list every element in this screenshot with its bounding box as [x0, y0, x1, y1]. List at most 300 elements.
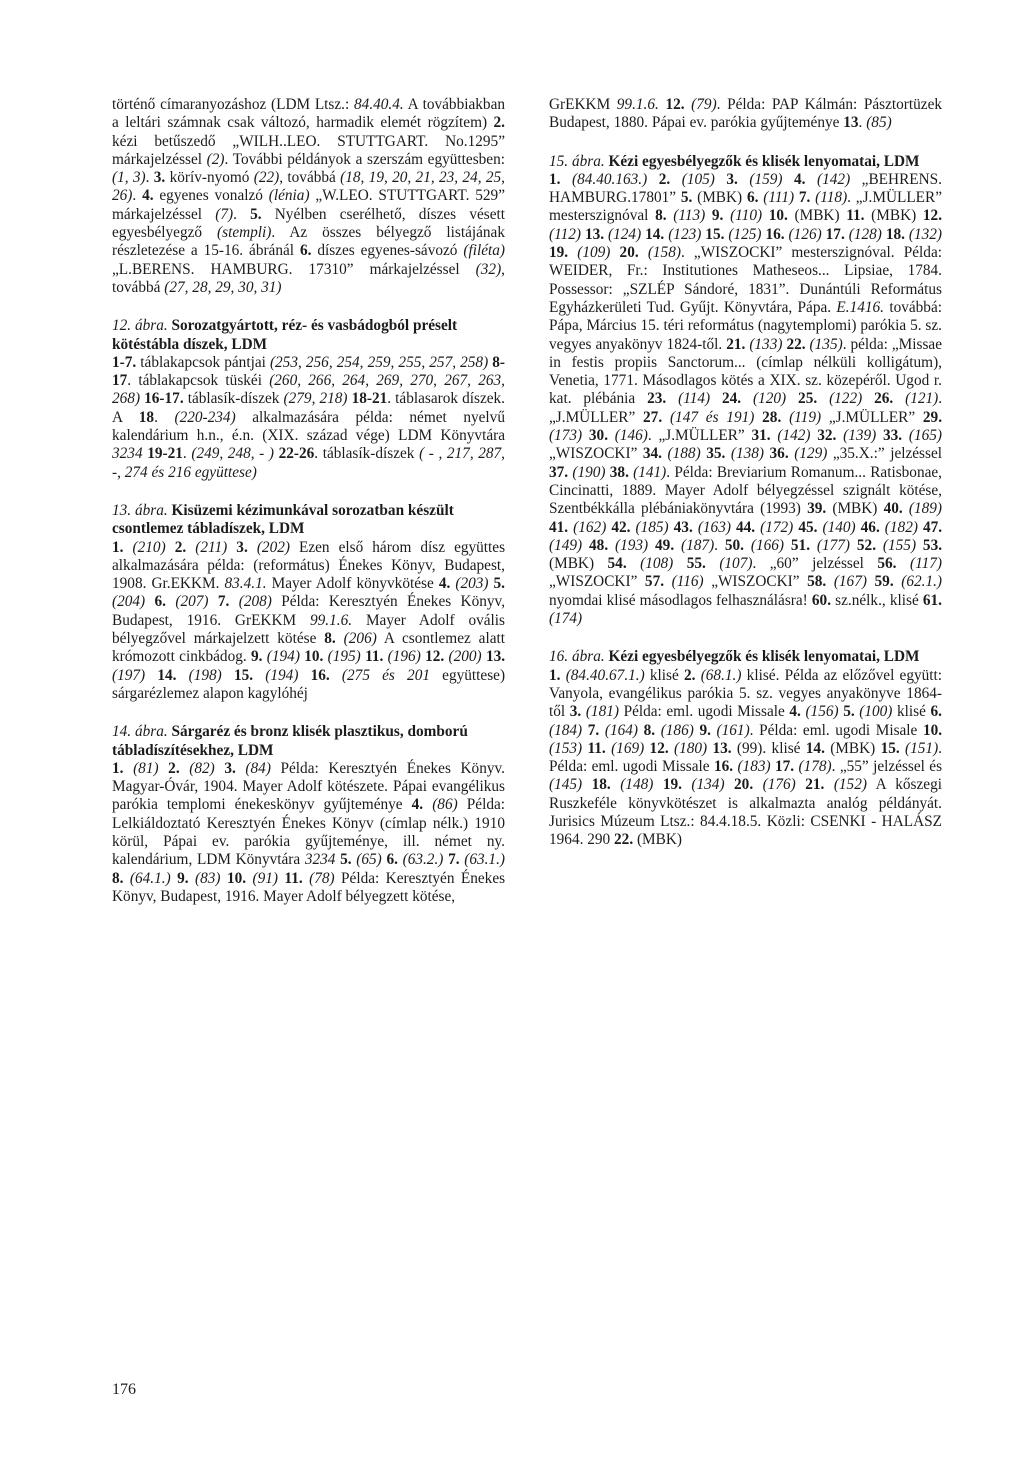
- bold-run: 10.: [304, 648, 324, 666]
- text-run: [783, 171, 795, 188]
- text-run: . „60” jelzéssel: [752, 555, 878, 573]
- text-run: [229, 593, 238, 610]
- bold-run: 11.: [284, 869, 303, 887]
- paragraph-body: [112, 354, 505, 482]
- text-run: [715, 171, 727, 188]
- text-run: [653, 776, 662, 793]
- italic-run: (210): [132, 538, 166, 556]
- text-run: nyomdai klisé másodlagos felhasználásra!: [549, 591, 812, 609]
- italic-run: (190): [572, 463, 606, 481]
- text-run: [673, 555, 686, 572]
- bold-run: 5.: [493, 575, 506, 593]
- italic-run: (220-234): [174, 408, 236, 426]
- italic-run: (63.1.): [464, 851, 506, 869]
- bold-run: 13.: [584, 225, 605, 243]
- text-run: . További példányok a szerszám együttesben:: [224, 150, 505, 168]
- italic-run: (142): [817, 170, 851, 188]
- bold-run: 3.: [236, 538, 248, 556]
- paragraph-body: [549, 667, 942, 850]
- text-run: [145, 593, 154, 610]
- italic-run: (196): [387, 648, 421, 666]
- bold-run: 36.: [769, 445, 789, 463]
- bold-run: 4.: [411, 796, 424, 814]
- italic-run: (91): [252, 869, 278, 887]
- bold-run: 24.: [722, 390, 742, 408]
- bold-run: 40.: [883, 500, 903, 518]
- text-run: . „J.MÜLLER” mesterszignóval: [549, 189, 943, 225]
- bold-run: 14.: [157, 666, 177, 684]
- italic-run: (195): [327, 648, 361, 666]
- bold-run: 30.: [588, 427, 609, 445]
- bold-run: 7.: [217, 593, 230, 611]
- bold-run: 31.: [751, 427, 771, 445]
- italic-run: (149): [549, 536, 583, 554]
- italic-run: (128): [848, 225, 882, 243]
- bold-run: 44.: [735, 518, 756, 536]
- bold-run: 6.: [154, 593, 166, 611]
- text-run: [648, 537, 655, 554]
- italic-run: 99.1.6.: [616, 96, 659, 113]
- bold-run: 1.: [112, 538, 124, 556]
- italic-run: (151): [905, 739, 939, 757]
- bold-run: 16.: [310, 666, 330, 684]
- text-run: [253, 667, 265, 684]
- text-run: . táblasík-díszek: [314, 445, 420, 463]
- italic-run: (107): [719, 555, 753, 573]
- bold-run: 49.: [655, 536, 675, 554]
- bold-run: 23.: [647, 390, 667, 408]
- italic-run: (172): [760, 518, 794, 536]
- text-run: „L.BERENS. HAMBURG. 17310” márkajelzéssel: [112, 260, 476, 278]
- bold-run: Sárgaréz és bronz klisék plasztikus, domború tábladíszítésekhez, LDM: [112, 723, 468, 759]
- italic-run: (165): [908, 427, 943, 445]
- text-run: [806, 171, 818, 188]
- italic-run: E.1416.: [836, 298, 885, 316]
- bold-run: 11.: [365, 648, 384, 666]
- text-run: [610, 244, 619, 261]
- italic-run: (65): [356, 851, 382, 869]
- text-run: [753, 776, 762, 793]
- italic-run: (180): [674, 739, 708, 757]
- bold-run: 10.: [768, 207, 788, 225]
- text-run: . Példa: eml. ugodi Missale: [549, 739, 942, 776]
- text-run: .: [145, 169, 154, 187]
- page-number: 176: [112, 1381, 136, 1398]
- text-run: .: [858, 114, 867, 132]
- text-run: [627, 555, 640, 572]
- bold-run: 8.: [324, 630, 336, 648]
- italic-run: (113): [673, 207, 706, 225]
- bold-run: Kézi egyesbélyegzők és klisék lenyomatai, LDM: [604, 648, 920, 666]
- text-run: táblasík-díszek: [183, 390, 284, 408]
- bold-run: 18: [138, 408, 155, 426]
- bold-run: 54.: [607, 555, 627, 573]
- text-run: [123, 760, 133, 777]
- italic-run: (68.1.): [700, 666, 742, 684]
- text-run: [893, 390, 905, 407]
- bold-run: 16.: [765, 225, 785, 243]
- text-run: Példa: Keresztyén Énekes Könyv. Magyar-Óvár, 1904. Mayer Adolf kötészete. Pápai evangélikus parókia templomi énekeskönyv gyűjteménye: [112, 759, 505, 814]
- text-run: [176, 667, 188, 684]
- italic-run: (161): [716, 721, 750, 739]
- text-run: [705, 207, 712, 224]
- italic-run: (183): [737, 758, 771, 776]
- bold-run: 41.: [549, 518, 569, 536]
- bold-run: 22.: [786, 335, 806, 353]
- text-run: klisé: [644, 666, 684, 684]
- bold-run: 56.: [877, 555, 897, 573]
- text-run: [850, 537, 857, 554]
- italic-run: (206): [343, 630, 377, 648]
- bold-run: 22-26: [278, 445, 315, 463]
- text-run: továbbá: Pápa, Március 15. téri református (nagytemplomi) parókia 5. sz. vegyes anyakönyv 1824-től.: [549, 298, 942, 353]
- italic-run: (178): [798, 758, 832, 776]
- text-run: [608, 427, 615, 444]
- text-run: [916, 537, 923, 554]
- text-run: . példa: „Missae in festis propiis Sanctorum... (címlap nélküli kolligátum), Venetia, 1771. Másodlagos kötés a XIX. sz. közepéről. Ugod r. kat. plébánia: [549, 335, 942, 408]
- paragraph-body: [549, 96, 942, 133]
- bold-run: 35.: [706, 445, 726, 463]
- text-run: [664, 573, 672, 590]
- text-run: , továbbá: [279, 169, 341, 187]
- bold-run: 21.: [805, 776, 825, 794]
- bold-run: Kisüzemi kézimunkával sorozatban készült csontlemez tábladíszek, LDM: [112, 501, 454, 538]
- bold-run: 7.: [448, 851, 460, 869]
- italic-run: (7): [215, 205, 234, 223]
- text-run: .: [714, 536, 725, 554]
- text-run: A kőszegi Ruszkeféle könyvkötészet is alkalmazta analóg példányát. Jurisics Múzeum Ltsz.: 84.4.18.5. Közli: CSENKI - HALÁSZ 1964. 290: [549, 776, 942, 849]
- text-run: egyenes vonalzó: [153, 187, 269, 205]
- bold-run: 28.: [762, 408, 782, 426]
- bold-run: 9.: [251, 648, 263, 666]
- bold-run: 55.: [686, 555, 706, 573]
- bold-run: 2.: [174, 538, 187, 556]
- bold-run: 3.: [224, 759, 236, 777]
- bold-run: 29.: [922, 408, 943, 426]
- italic-run: (126): [788, 225, 822, 243]
- text-run: Ezen első három dísz együttes alkalmazására példa: (református) Énekes Könyv, Budapest, 1908. Gr.EKKM.: [112, 538, 506, 593]
- text-run: „WISZOCKI”: [703, 573, 808, 591]
- italic-run: (120): [753, 390, 787, 408]
- italic-run: (198): [188, 666, 222, 684]
- italic-run: (117): [909, 555, 942, 573]
- text-run: (MBK): [549, 555, 608, 573]
- text-run: együttese) sárgarézlemez alapon kagylóhéj: [112, 666, 506, 702]
- bold-run: 45.: [798, 518, 818, 536]
- bold-run: 61.: [922, 591, 942, 609]
- italic-run: (119): [789, 408, 822, 426]
- italic-run: (169): [611, 739, 645, 757]
- italic-run: (253, 256, 254, 259, 255, 257, 258): [269, 353, 489, 371]
- text-run: (MBK): [824, 739, 881, 757]
- bold-run: 18.: [591, 776, 611, 794]
- italic-run: (275 és 201: [341, 666, 430, 684]
- text-run: [784, 537, 791, 554]
- bold-run: 14.: [805, 739, 825, 757]
- bold-run: 2.: [658, 170, 671, 188]
- italic-run: (81): [133, 759, 159, 777]
- text-run: [682, 776, 691, 793]
- italic-run: (64.1.): [129, 869, 171, 887]
- italic-run: (164): [604, 721, 638, 739]
- italic-run: (114): [678, 390, 711, 408]
- text-run: Mayer Adolf könyvkötése: [266, 575, 439, 593]
- text-run: [180, 760, 190, 777]
- bold-run: 16-17.: [144, 390, 184, 408]
- bold-run: 10.: [226, 869, 247, 887]
- italic-run: (78): [309, 869, 335, 887]
- bold-run: 9.: [699, 721, 711, 739]
- figure-caption-12: [112, 317, 505, 354]
- bold-run: 2.: [684, 666, 696, 684]
- italic-run: (200): [448, 648, 482, 666]
- text-run: „W.LEO. STUTTGART. 529” márkajelzéssel: [112, 187, 505, 223]
- text-run: történő címaranyozáshoz (LDM Ltsz.:: [112, 96, 355, 113]
- italic-run: (249, 248, - ): [191, 445, 274, 463]
- text-run: (99). klisé: [731, 739, 806, 757]
- bold-run: 53.: [922, 536, 943, 554]
- italic-run: (133): [749, 335, 783, 353]
- italic-run: (260, 266, 264, 269, 270, 267, 263, 268): [112, 372, 505, 408]
- italic-run: (162): [573, 518, 607, 536]
- italic-run: (110): [730, 207, 763, 225]
- bold-run: 51.: [790, 536, 811, 554]
- text-run: [248, 539, 257, 556]
- bold-run: 20.: [734, 776, 754, 794]
- text-run: (MBK): [826, 500, 884, 518]
- italic-run: (32): [475, 260, 502, 278]
- italic-run: (204): [112, 593, 146, 611]
- bold-run: 3.: [726, 170, 738, 188]
- text-run: [754, 409, 762, 426]
- text-run: [582, 776, 591, 793]
- text-run: [647, 171, 659, 188]
- italic-run: (197): [112, 666, 146, 684]
- bold-run: 4.: [789, 703, 801, 721]
- bold-run: 3.: [569, 703, 582, 721]
- text-run: „35.X.:” jelzéssel: [827, 445, 943, 463]
- bold-run: 38.: [609, 463, 629, 481]
- italic-run: (84): [245, 759, 271, 777]
- italic-run: (194): [266, 648, 300, 666]
- text-run: [738, 171, 750, 188]
- italic-run: (145): [549, 776, 583, 794]
- italic-run: (207): [175, 593, 209, 611]
- bold-run: 21.: [726, 335, 746, 353]
- text-run: .: [154, 408, 175, 426]
- italic-run: (116): [671, 573, 704, 591]
- text-run: „BEHRENS. HAMBURG.17801”: [549, 170, 942, 207]
- bold-run: 59.: [874, 573, 894, 591]
- bold-run: 25.: [798, 390, 818, 408]
- italic-run: (132): [908, 225, 943, 243]
- text-run: . „J.MÜLLER”: [549, 390, 943, 426]
- italic-run: (85): [866, 114, 892, 132]
- text-run: körív-nyomó: [165, 169, 254, 187]
- bold-run: 50.: [724, 536, 744, 554]
- italic-run: (189): [908, 500, 942, 518]
- text-run: [762, 207, 769, 224]
- italic-run: (135): [809, 335, 843, 353]
- italic-run: (193): [615, 536, 649, 554]
- text-run: [826, 573, 834, 590]
- italic-run: (186): [660, 721, 694, 739]
- bold-run: 19.: [662, 776, 682, 794]
- italic-run: (166): [750, 536, 785, 554]
- text-run: klisé: [892, 703, 931, 721]
- bold-run: 2.: [493, 114, 505, 132]
- text-run: [336, 630, 344, 647]
- text-run: . táblakapcsok tüskéi: [127, 372, 270, 390]
- italic-run: ( - , 217, 287, -, 274 és 216 együttese): [112, 445, 506, 481]
- bold-run: 18.: [885, 225, 905, 243]
- bold-run: 13.: [485, 648, 506, 666]
- text-run: (MBK): [633, 831, 683, 849]
- text-run: [227, 539, 236, 556]
- text-run: Példa: Keresztyén Énekes Könyv, Budapest, 1916. GrEKKM: [112, 593, 506, 629]
- text-run: [725, 776, 734, 793]
- bold-run: 46.: [860, 518, 880, 536]
- bold-run: 12.: [425, 648, 445, 666]
- text-run: A továbbiakban a leltári számnak csak változó, harmadik elemét rögzítem): [112, 96, 506, 132]
- bold-run: 15.: [880, 739, 900, 757]
- bold-run: 33.: [883, 427, 903, 445]
- bold-run: 57.: [644, 573, 665, 591]
- bold-run: 10.: [922, 721, 943, 739]
- paragraph-body: [112, 96, 505, 297]
- text-run: [611, 776, 620, 793]
- figure-caption-15: [549, 153, 942, 171]
- text-run: . Példa: PAP Kálmán: Pásztortüzek Budapest, 1880. Pápai ev. parókia gyűjteménye: [549, 96, 943, 132]
- italic-run: (134): [691, 776, 725, 794]
- italic-run: (167): [833, 573, 867, 591]
- text-run: klisé. Példa az előzővel együtt: Vanyola, evangélikus parókia 5. sz. vegyes anyakönyve 1864-től: [549, 666, 943, 721]
- text-run: [862, 390, 874, 407]
- italic-run: (125): [728, 225, 762, 243]
- text-run: díszes egyenes-sávozó: [311, 242, 464, 260]
- italic-run: (84.40.67.1.): [565, 666, 645, 684]
- italic-run: 83.4.1.: [224, 575, 267, 593]
- text-run: [741, 390, 753, 407]
- italic-run: 13. ábra.: [112, 501, 168, 519]
- bold-run: 27.: [643, 408, 663, 426]
- italic-run: (156): [805, 703, 839, 721]
- bold-run: 6.: [930, 703, 942, 721]
- bold-run: 1.: [112, 759, 124, 777]
- text-run: Mayer Adolf ovális bélyegzővel márkajelzett kötése: [112, 611, 505, 648]
- bold-run: 9.: [711, 207, 724, 225]
- italic-run: 84.40.4.: [354, 96, 404, 113]
- bold-run: 14.: [645, 225, 665, 243]
- italic-run: (185): [635, 518, 669, 536]
- text-run: [298, 667, 310, 684]
- text-run: [159, 760, 169, 777]
- text-run: [222, 667, 234, 684]
- text-run: [876, 537, 883, 554]
- text-run: [786, 390, 798, 407]
- bold-run: Kézi egyesbélyegzők és klisék lenyomatai, LDM: [604, 152, 920, 170]
- text-run: [560, 171, 572, 188]
- bold-run: 9.: [177, 869, 189, 887]
- italic-run: (62.1.): [901, 573, 943, 591]
- italic-run: (109): [577, 244, 611, 262]
- text-run: [145, 667, 157, 684]
- bold-run: 11.: [846, 207, 865, 225]
- text-run: [897, 555, 910, 572]
- text-run: [666, 390, 678, 407]
- italic-run: (84.40.163.): [572, 170, 648, 188]
- italic-run: (108): [640, 555, 674, 573]
- text-run: [817, 390, 829, 407]
- bold-run: 22.: [614, 831, 634, 849]
- italic-run: (138): [730, 445, 764, 463]
- text-run: [781, 409, 789, 426]
- paragraph-body: [112, 760, 505, 906]
- bold-run: 7.: [798, 189, 811, 207]
- italic-run: (27, 28, 29, 30, 31): [164, 278, 282, 296]
- italic-run: (1, 3): [112, 169, 146, 187]
- italic-run: (83): [195, 869, 221, 887]
- italic-run: 14. ábra.: [112, 723, 168, 741]
- text-run: [568, 244, 577, 261]
- bold-run: 4.: [142, 187, 154, 205]
- bold-run: 12.: [665, 96, 685, 113]
- text-run: [876, 427, 883, 444]
- italic-run: (187): [681, 536, 715, 554]
- italic-run: (153): [549, 739, 583, 757]
- text-run: sz.nélk., klisé: [831, 591, 923, 609]
- text-run: [330, 667, 342, 684]
- bold-run: 11.: [587, 739, 606, 757]
- bold-run: 5.: [680, 189, 693, 207]
- figure-caption-14: [112, 723, 505, 760]
- text-run: [123, 539, 132, 556]
- bold-run: 12.: [649, 739, 669, 757]
- italic-run: (22): [253, 169, 280, 187]
- bold-run: 8.: [112, 869, 124, 887]
- italic-run: (163): [697, 518, 731, 536]
- italic-run: (173): [549, 427, 583, 445]
- italic-run: (139): [843, 427, 877, 445]
- italic-run: (177): [816, 536, 851, 554]
- italic-run: (124): [608, 225, 642, 243]
- italic-run: 99.1.6.: [309, 611, 353, 629]
- text-run: [166, 593, 175, 610]
- bold-run: 16.: [713, 758, 734, 776]
- italic-run: (188): [667, 445, 701, 463]
- text-run: . „J.MÜLLER”: [647, 427, 752, 445]
- bold-run: Sorozatgyártott, réz- és vasbádogból préselt kötéstábla díszek, LDM: [112, 317, 458, 353]
- italic-run: (140): [822, 518, 856, 536]
- bold-run: 13: [843, 114, 859, 132]
- paragraph-body: [112, 539, 505, 704]
- text-run: [824, 776, 833, 793]
- bold-run: 58.: [807, 573, 827, 591]
- bold-run: 1.: [549, 666, 561, 684]
- text-run: [236, 760, 246, 777]
- text-run: (MBK): [787, 207, 847, 225]
- bold-run: 17.: [774, 758, 795, 776]
- text-run: . Az összes bélyegző listájának részletezése a 15-16. ábránál: [112, 224, 505, 260]
- bold-run: 20.: [619, 244, 639, 262]
- bold-run: 5.: [843, 703, 855, 721]
- text-run: [582, 537, 589, 554]
- text-run: . Példa: Breviarium Romanum... Ratisbonae, Cincinatti, 1889. Mayer Adolf bélyegzéssel szignált kötése, Szentbékkálla plébániakönyvtára (1993): [549, 463, 942, 518]
- text-run: kézi betűszedő „WILH..LEO. STUTTGART. No.1295” márkajelzéssel: [112, 132, 505, 168]
- bold-run: 13.: [712, 739, 732, 757]
- text-run: táblakapcsok pántjai: [136, 353, 270, 371]
- bold-run: 34.: [642, 445, 662, 463]
